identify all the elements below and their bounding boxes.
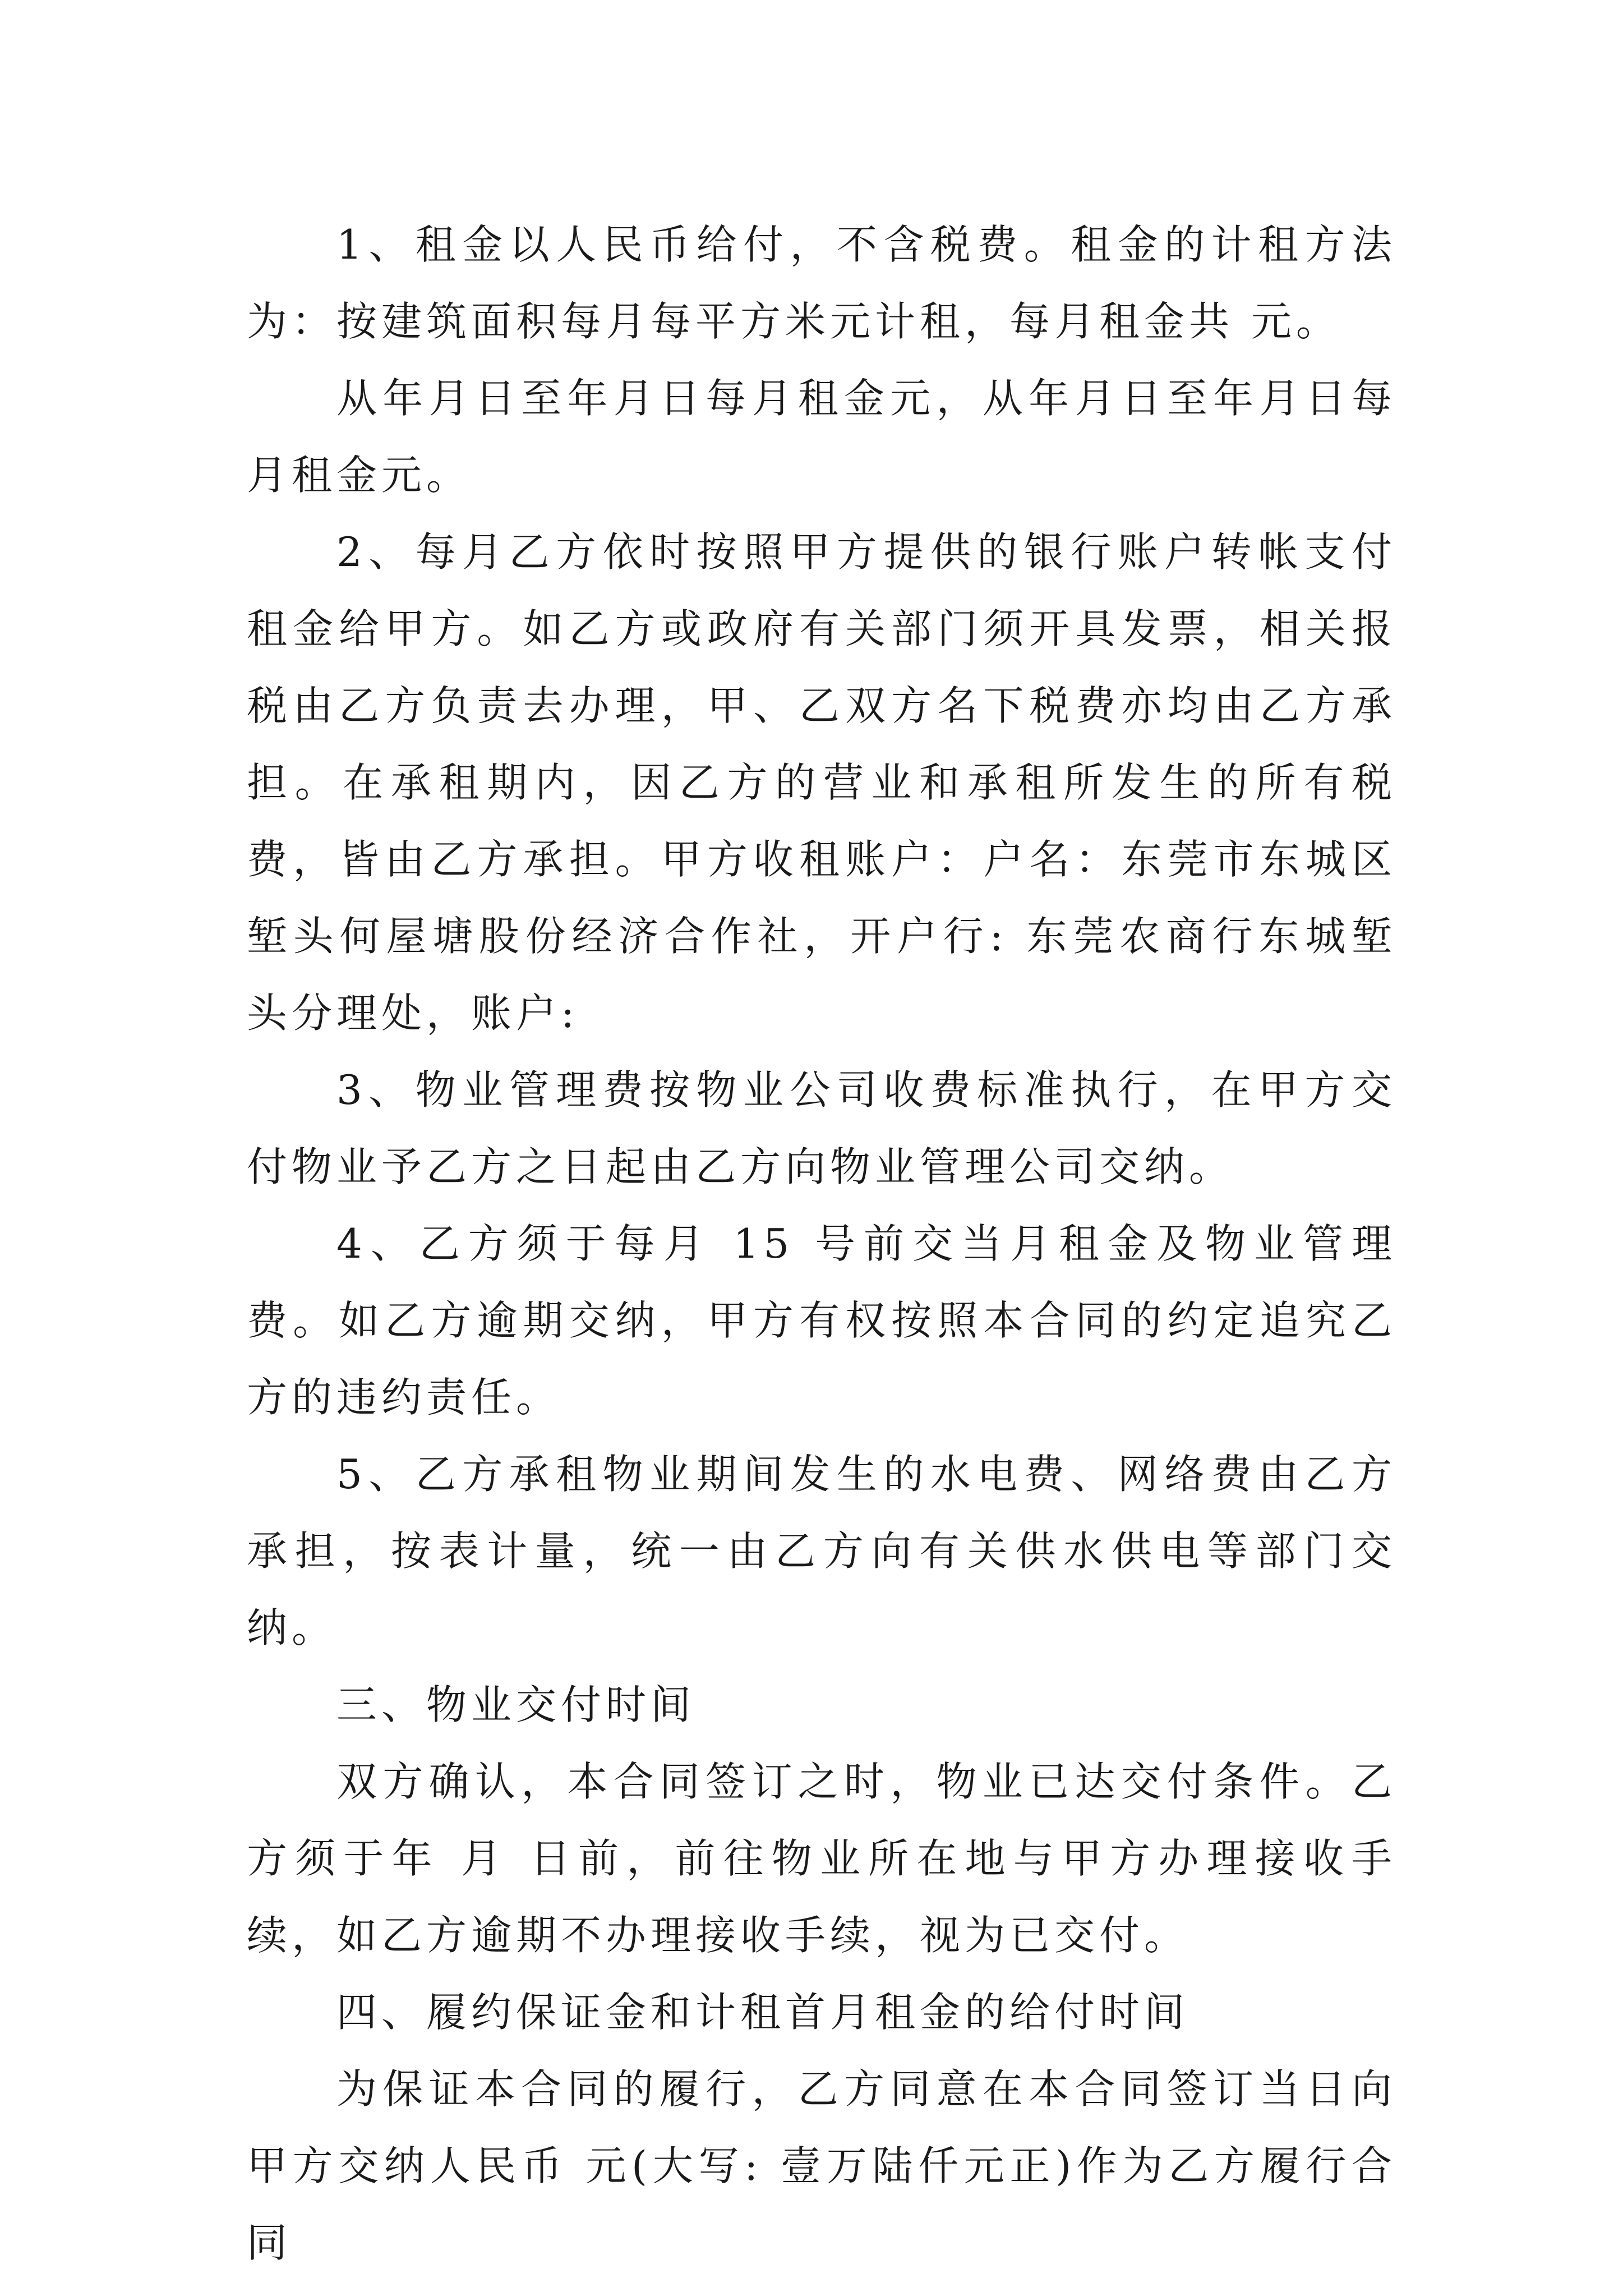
paragraph-deposit: 为保证本合同的履行，乙方同意在本合同签订当日向甲方交纳人民币 元(大写: 壹万陆仟元正)作为乙方履行合同 — [247, 2065, 1396, 2266]
paragraph-rent-method: 1、租金以人民币给付，不含税费。租金的计租方法为：按建筑面积每月每平方米元计租，每月租金共 元。 — [247, 221, 1396, 345]
paragraph-payment: 2、每月乙方依时按照甲方提供的银行账户转帐支付租金给甲方。如乙方或政府有关部门须开具发票，相关报税由乙方负责去办理，甲、乙双方名下税费亦均由乙方承担。在承租期内，因乙方的营业和承租所发生的所有税费，皆由乙方承担。甲方收租账户：户名：东莞市东城区堑头何屋塘股份经济合作社，开户行: 东莞农商行东城堑头分理处，账户: — [247, 528, 1396, 1037]
paragraph-utilities: 5、乙方承租物业期间发生的水电费、网络费由乙方承担，按表计量，统一由乙方向有关供水供电等部门交纳。 — [247, 1451, 1396, 1651]
document-body — [247, 206, 1396, 2281]
paragraph-delivery: 双方确认，本合同签订之时，物业已达交付条件。乙方须于年 月 日前，前往物业所在地与甲方办理接收手续，如乙方逾期不办理接收手续，视为已交付。 — [247, 1758, 1396, 1959]
paragraph-rent-periods: 从年月日至年月日每月租金元，从年月日至年月日每月租金元。 — [247, 375, 1396, 499]
section-heading-delivery: 三、物业交付时间 — [336, 1681, 696, 1728]
paragraph-management-fee: 3、物业管理费按物业公司收费标准执行，在甲方交付物业予乙方之日起由乙方向物业管理公司交纳。 — [247, 1066, 1396, 1190]
paragraph-payment-deadline: 4、乙方须于每月 15 号前交当月租金及物业管理费。如乙方逾期交纳，甲方有权按照本合同的约定追究乙方的违约责任。 — [247, 1220, 1396, 1421]
section-heading-deposit: 四、履约保证金和计租首月租金的给付时间 — [336, 1989, 1189, 2036]
